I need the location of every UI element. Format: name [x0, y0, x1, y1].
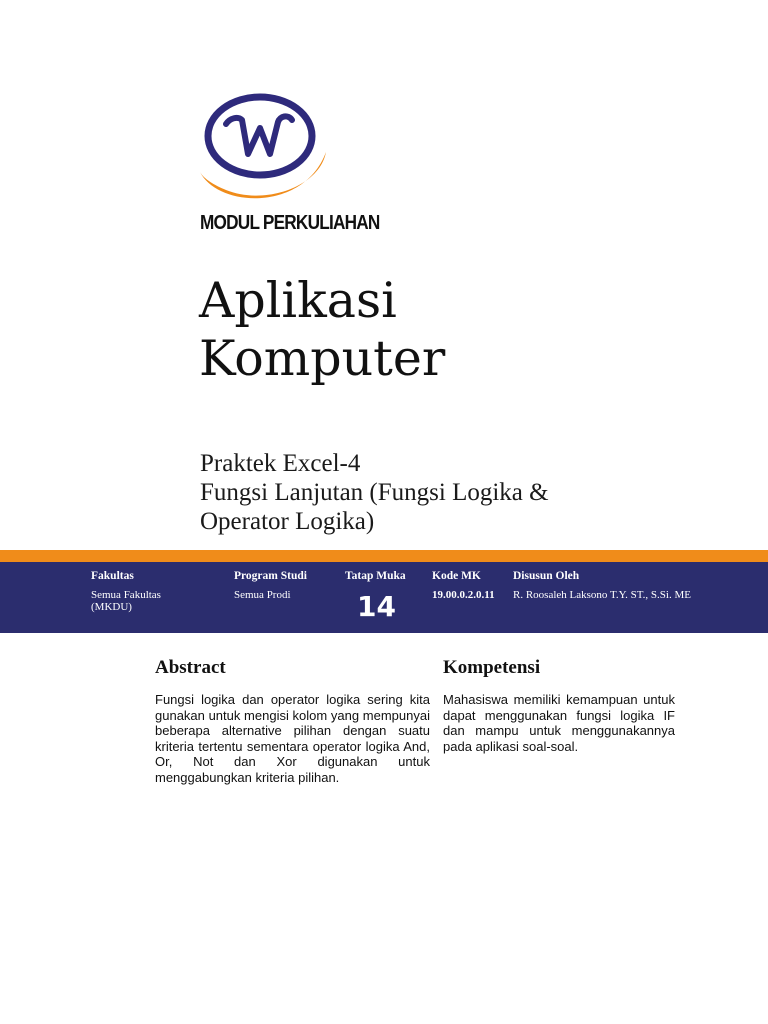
subtitle-line-1: Praktek Excel-4	[200, 450, 361, 477]
program-studi-value: Semua Prodi	[234, 589, 291, 601]
fakultas-value-line-2: (MKDU)	[91, 601, 132, 613]
tatap-muka-label: Tatap Muka	[345, 570, 406, 582]
abstract-heading: Abstract	[155, 657, 226, 678]
course-info-band	[0, 562, 768, 633]
tatap-muka-value: 14	[357, 590, 396, 623]
disusun-oleh-label: Disusun Oleh	[513, 570, 580, 582]
orange-divider	[0, 550, 768, 562]
subtitle-line-3: Operator Logika)	[200, 508, 375, 535]
fakultas-value	[91, 589, 161, 613]
kompetensi-heading: Kompetensi	[443, 657, 541, 678]
abstract-text: Fungsi logika dan operator logika sering kita gunakan untuk mengisi kolom yang mempunyai beberapa alternative pilihan dengan suatu kriteria tertentu sementara operator logika And, Or, Not dan Xor digunakan untuk menggabungkan kriteria pilihan.	[155, 692, 430, 785]
lesson-subtitle	[200, 449, 549, 536]
kode-mk-value: 19.00.0.2.0.11	[432, 589, 495, 601]
program-studi-label: Program Studi	[234, 570, 307, 582]
kode-mk-label: Kode MK	[432, 570, 481, 582]
fakultas-label: Fakultas	[91, 570, 134, 582]
disusun-oleh-value: R. Roosaleh Laksono T.Y. ST., S.Si. ME	[513, 589, 691, 601]
course-title-line-2: Komputer	[199, 330, 446, 387]
course-title-line-1: Aplikasi	[199, 272, 397, 329]
university-logo	[196, 90, 336, 208]
fakultas-value-line-1: Semua Fakultas	[91, 589, 161, 601]
module-label: MODUL PERKULIAHAN	[200, 212, 380, 234]
course-title	[199, 272, 445, 388]
kompetensi-text: Mahasiswa memiliki kemampuan untuk dapat menggunakan fungsi logika IF dan mampu untuk menggunakannya pada aplikasi soal-soal.	[443, 692, 675, 754]
subtitle-line-2: Fungsi Lanjutan (Fungsi Logika &	[200, 479, 549, 506]
